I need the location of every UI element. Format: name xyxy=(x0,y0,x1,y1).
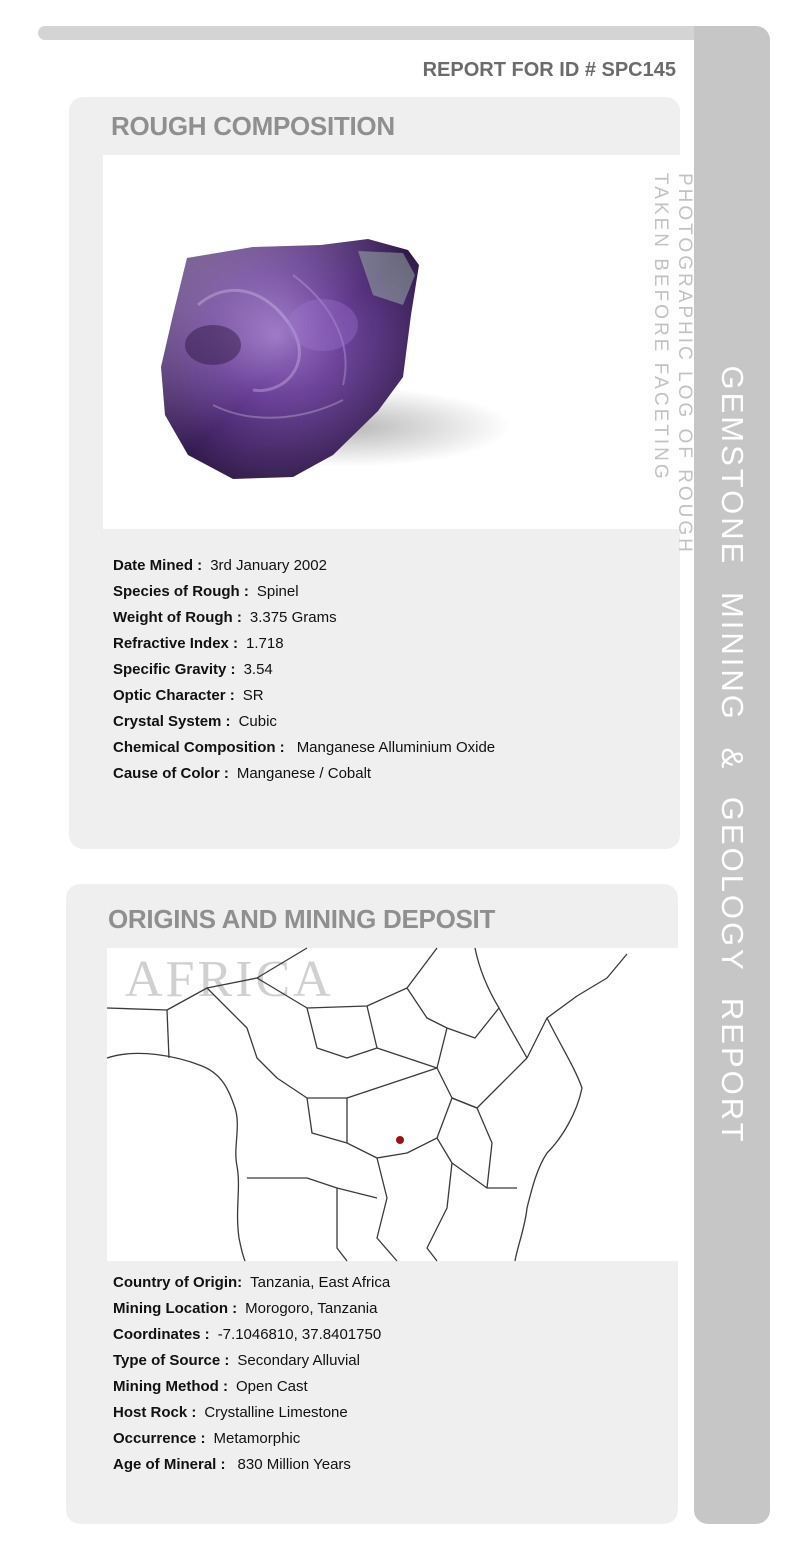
field-label: Mining Location : xyxy=(113,1300,238,1317)
rough-specs-list xyxy=(113,553,495,787)
report-id: REPORT FOR ID # SPC145 xyxy=(422,59,676,81)
header-bar xyxy=(38,26,738,40)
field-value: Morogoro, Tanzania xyxy=(245,1300,378,1317)
origin-field-occurrence xyxy=(113,1426,390,1452)
rough-field-specific-gravity xyxy=(113,657,495,683)
field-label: Host Rock : xyxy=(113,1404,197,1421)
field-value: 3rd January 2002 xyxy=(210,557,327,574)
field-value: 1.718 xyxy=(246,635,284,652)
field-label: Weight of Rough : xyxy=(113,609,242,626)
photo-caption xyxy=(648,173,696,555)
field-label: Species of Rough : xyxy=(113,583,249,600)
origin-field-mining-method xyxy=(113,1374,390,1400)
rough-field-weight xyxy=(113,605,495,631)
rough-field-refractive-index xyxy=(113,631,495,657)
origin-field-mining-location xyxy=(113,1296,390,1322)
field-label: Type of Source : xyxy=(113,1352,230,1369)
spinel-rough-image xyxy=(103,155,680,529)
field-value: 3.375 Grams xyxy=(249,609,337,626)
field-label: Occurrence : xyxy=(113,1430,206,1447)
field-label: Date Mined : xyxy=(113,557,203,574)
field-value: Crystalline Limestone xyxy=(204,1404,348,1421)
rough-field-cause-of-color xyxy=(113,761,495,787)
field-label: Chemical Composition : xyxy=(113,739,285,756)
field-label: Specific Gravity : xyxy=(113,661,236,678)
field-value: Open Cast xyxy=(235,1378,308,1395)
origin-field-coordinates xyxy=(113,1322,390,1348)
origin-field-age-of-mineral xyxy=(113,1452,390,1478)
rough-composition-title: ROUGH COMPOSITION xyxy=(111,111,395,141)
side-title: GEMSTONE MINING & GEOLOGY REPORT xyxy=(715,365,750,1145)
field-label: Coordinates : xyxy=(113,1326,210,1343)
field-value: Secondary Alluvial xyxy=(237,1352,360,1369)
africa-map xyxy=(107,948,678,1261)
field-label: Cause of Color : xyxy=(113,765,229,782)
field-label: Country of Origin: xyxy=(113,1274,243,1291)
field-value: Spinel xyxy=(256,583,299,600)
origin-specs-list xyxy=(113,1270,390,1478)
field-value: 830 Million Years xyxy=(237,1456,351,1473)
rough-field-optic-character xyxy=(113,683,495,709)
rough-field-species xyxy=(113,579,495,605)
field-value: SR xyxy=(242,687,264,704)
photo-caption-line2: TAKEN BEFORE FACETING xyxy=(650,173,671,482)
photo-caption-line1: PHOTOGRAPHIC LOG OF ROUGH xyxy=(674,173,695,555)
field-label: Age of Mineral : xyxy=(113,1456,226,1473)
origin-field-country xyxy=(113,1270,390,1296)
rough-photo xyxy=(103,155,695,555)
origin-field-type-of-source xyxy=(113,1348,390,1374)
origin-field-host-rock xyxy=(113,1400,390,1426)
rough-field-chemical-composition xyxy=(113,735,495,761)
field-label: Crystal System : xyxy=(113,713,231,730)
origins-title: ORIGINS AND MINING DEPOSIT xyxy=(108,904,496,934)
map-watermark: AFRICA xyxy=(125,951,334,1008)
field-value: 3.54 xyxy=(243,661,273,678)
field-value: Manganese / Cobalt xyxy=(236,765,372,782)
field-value: Cubic xyxy=(238,713,277,730)
field-label: Mining Method : xyxy=(113,1378,228,1395)
rough-field-date-mined xyxy=(113,553,495,579)
field-value: Metamorphic xyxy=(213,1430,301,1447)
field-value: Manganese Alluminium Oxide xyxy=(296,739,496,756)
rough-field-crystal-system xyxy=(113,709,495,735)
field-label: Refractive Index : xyxy=(113,635,239,652)
field-value: Tanzania, East Africa xyxy=(250,1274,391,1291)
field-value: -7.1046810, 37.8401750 xyxy=(217,1326,382,1343)
field-label: Optic Character : xyxy=(113,687,235,704)
mine-marker xyxy=(107,948,678,1261)
